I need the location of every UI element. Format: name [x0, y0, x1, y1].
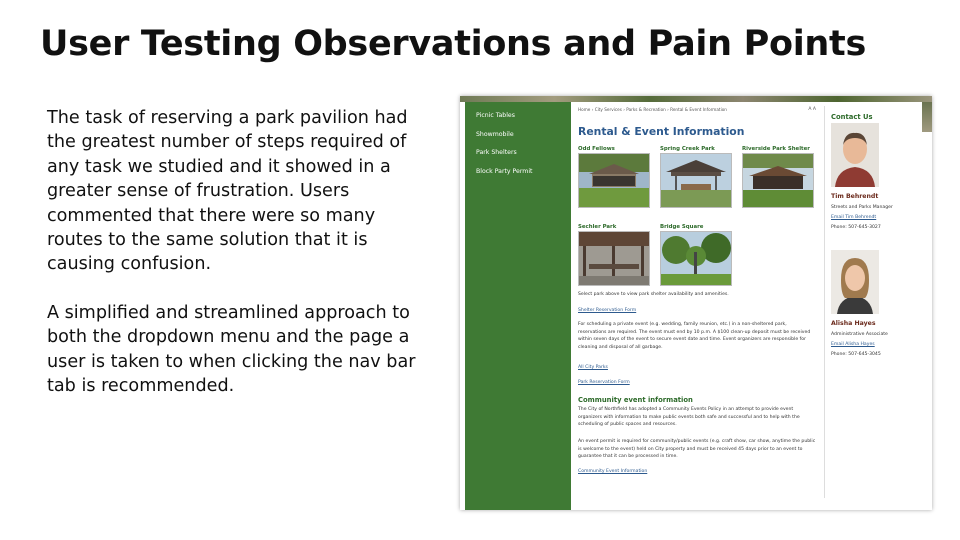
park-tile-label[interactable]: Spring Creek Park [660, 146, 715, 152]
left-nav-menu [465, 102, 571, 510]
nav-item-showmobile[interactable]: Showmobile [476, 130, 514, 138]
park-tile-label[interactable]: Sechler Park [578, 224, 617, 230]
park-tile-spring-creek[interactable] [660, 145, 732, 208]
text-size-control[interactable]: A A [808, 107, 816, 112]
park-tile-bridge-square[interactable] [660, 223, 732, 286]
website-screenshot [460, 96, 932, 510]
park-photo-riverside[interactable] [742, 153, 814, 208]
main-content [578, 102, 820, 510]
park-tile-label[interactable]: Bridge Square [660, 224, 704, 230]
column-divider [824, 106, 825, 498]
contact-role: Administrative Associate [831, 332, 888, 337]
contact-title: Contact Us [831, 113, 873, 121]
park-photo-sechler[interactable] [578, 231, 650, 286]
nav-item-block-party-permit[interactable]: Block Party Permit [476, 167, 533, 175]
nav-item-park-shelters[interactable]: Park Shelters [476, 149, 517, 156]
community-heading: Community event information [578, 396, 693, 404]
contact-photo-tim [831, 123, 879, 187]
contact-sidebar [831, 102, 926, 510]
slide-title: User Testing Observations and Pain Points [40, 24, 866, 64]
contact-name: Alisha Hayes [831, 320, 876, 327]
park-tile-riverside[interactable] [742, 145, 814, 208]
contact-photo-alisha [831, 250, 879, 314]
park-tile-sechler[interactable] [578, 223, 650, 286]
park-tile-label[interactable]: Riverside Park Shelter [742, 146, 810, 152]
contact-name: Tim Behrendt [831, 193, 879, 200]
park-reservation-link[interactable]: Park Reservation Form [578, 380, 630, 385]
park-tile-label[interactable]: Odd Fellows [578, 146, 615, 152]
community-text: The City of Northfield has adopted a Community Events Policy in an attempt to provide event organizers with information to make public events both safe and successful and to help with the scheduling of public spaces and resources. [578, 407, 800, 428]
park-photo-bridge-square[interactable] [660, 231, 732, 286]
contact-role: Streets and Parks Manager [831, 205, 893, 210]
permit-text: An event permit is required for community/public events (e.g. craft show, car show, anytime the public is welcome to the event) held on City property and must be received 45 days prior to an event to guarantee that it can be processed in time. [578, 439, 816, 460]
breadcrumb[interactable]: Home › City Services › Parks & Recreation › Rental & Event Information [578, 107, 727, 112]
park-photo-spring-creek[interactable] [660, 153, 732, 208]
contact-email-link[interactable]: Email Tim Behrendt [831, 215, 877, 220]
park-tile-odd-fellows[interactable] [578, 145, 650, 208]
contact-email-link[interactable]: Email Alisha Hayes [831, 342, 875, 347]
park-photo-odd-fellows[interactable] [578, 153, 650, 208]
shelter-reservation-link[interactable]: Shelter Reservation Form [578, 308, 637, 313]
contact-phone: Phone: 507-645-3045 [831, 352, 881, 357]
observation-paragraph: The task of reserving a park pavilion had the greatest number of steps required of any task we studied and it showed in a greater sense of frustration. Users commented that there were so many routes to the same solution that it is causing confusion. [47, 108, 408, 275]
scheduling-text: For scheduling a private event (e.g. wedding, family reunion, etc.) in a non-sheltered park, reservations are required. The event must end by 10 p.m. A $100 clean-up deposit must be received within seven days of the event to secure event date and time. Event organizers are responsible for cleaning and disposal of all garbage. [578, 322, 811, 350]
contact-phone: Phone: 507-645-3027 [831, 225, 881, 230]
all-city-parks-link[interactable]: All City Parks [578, 365, 608, 370]
community-event-link[interactable]: Community Event Information [578, 469, 648, 474]
slide-body [47, 106, 432, 422]
nav-item-picnic-tables[interactable]: Picnic Tables [476, 112, 515, 119]
recommendation-paragraph: A simplified and streamlined approach to both the dropdown menu and the page a user is taken to when clicking the nav bar tab is recommended. [47, 302, 416, 397]
select-park-text: Select park above to view park shelter availability and amenities. [578, 292, 729, 297]
page-heading: Rental & Event Information [578, 125, 745, 138]
